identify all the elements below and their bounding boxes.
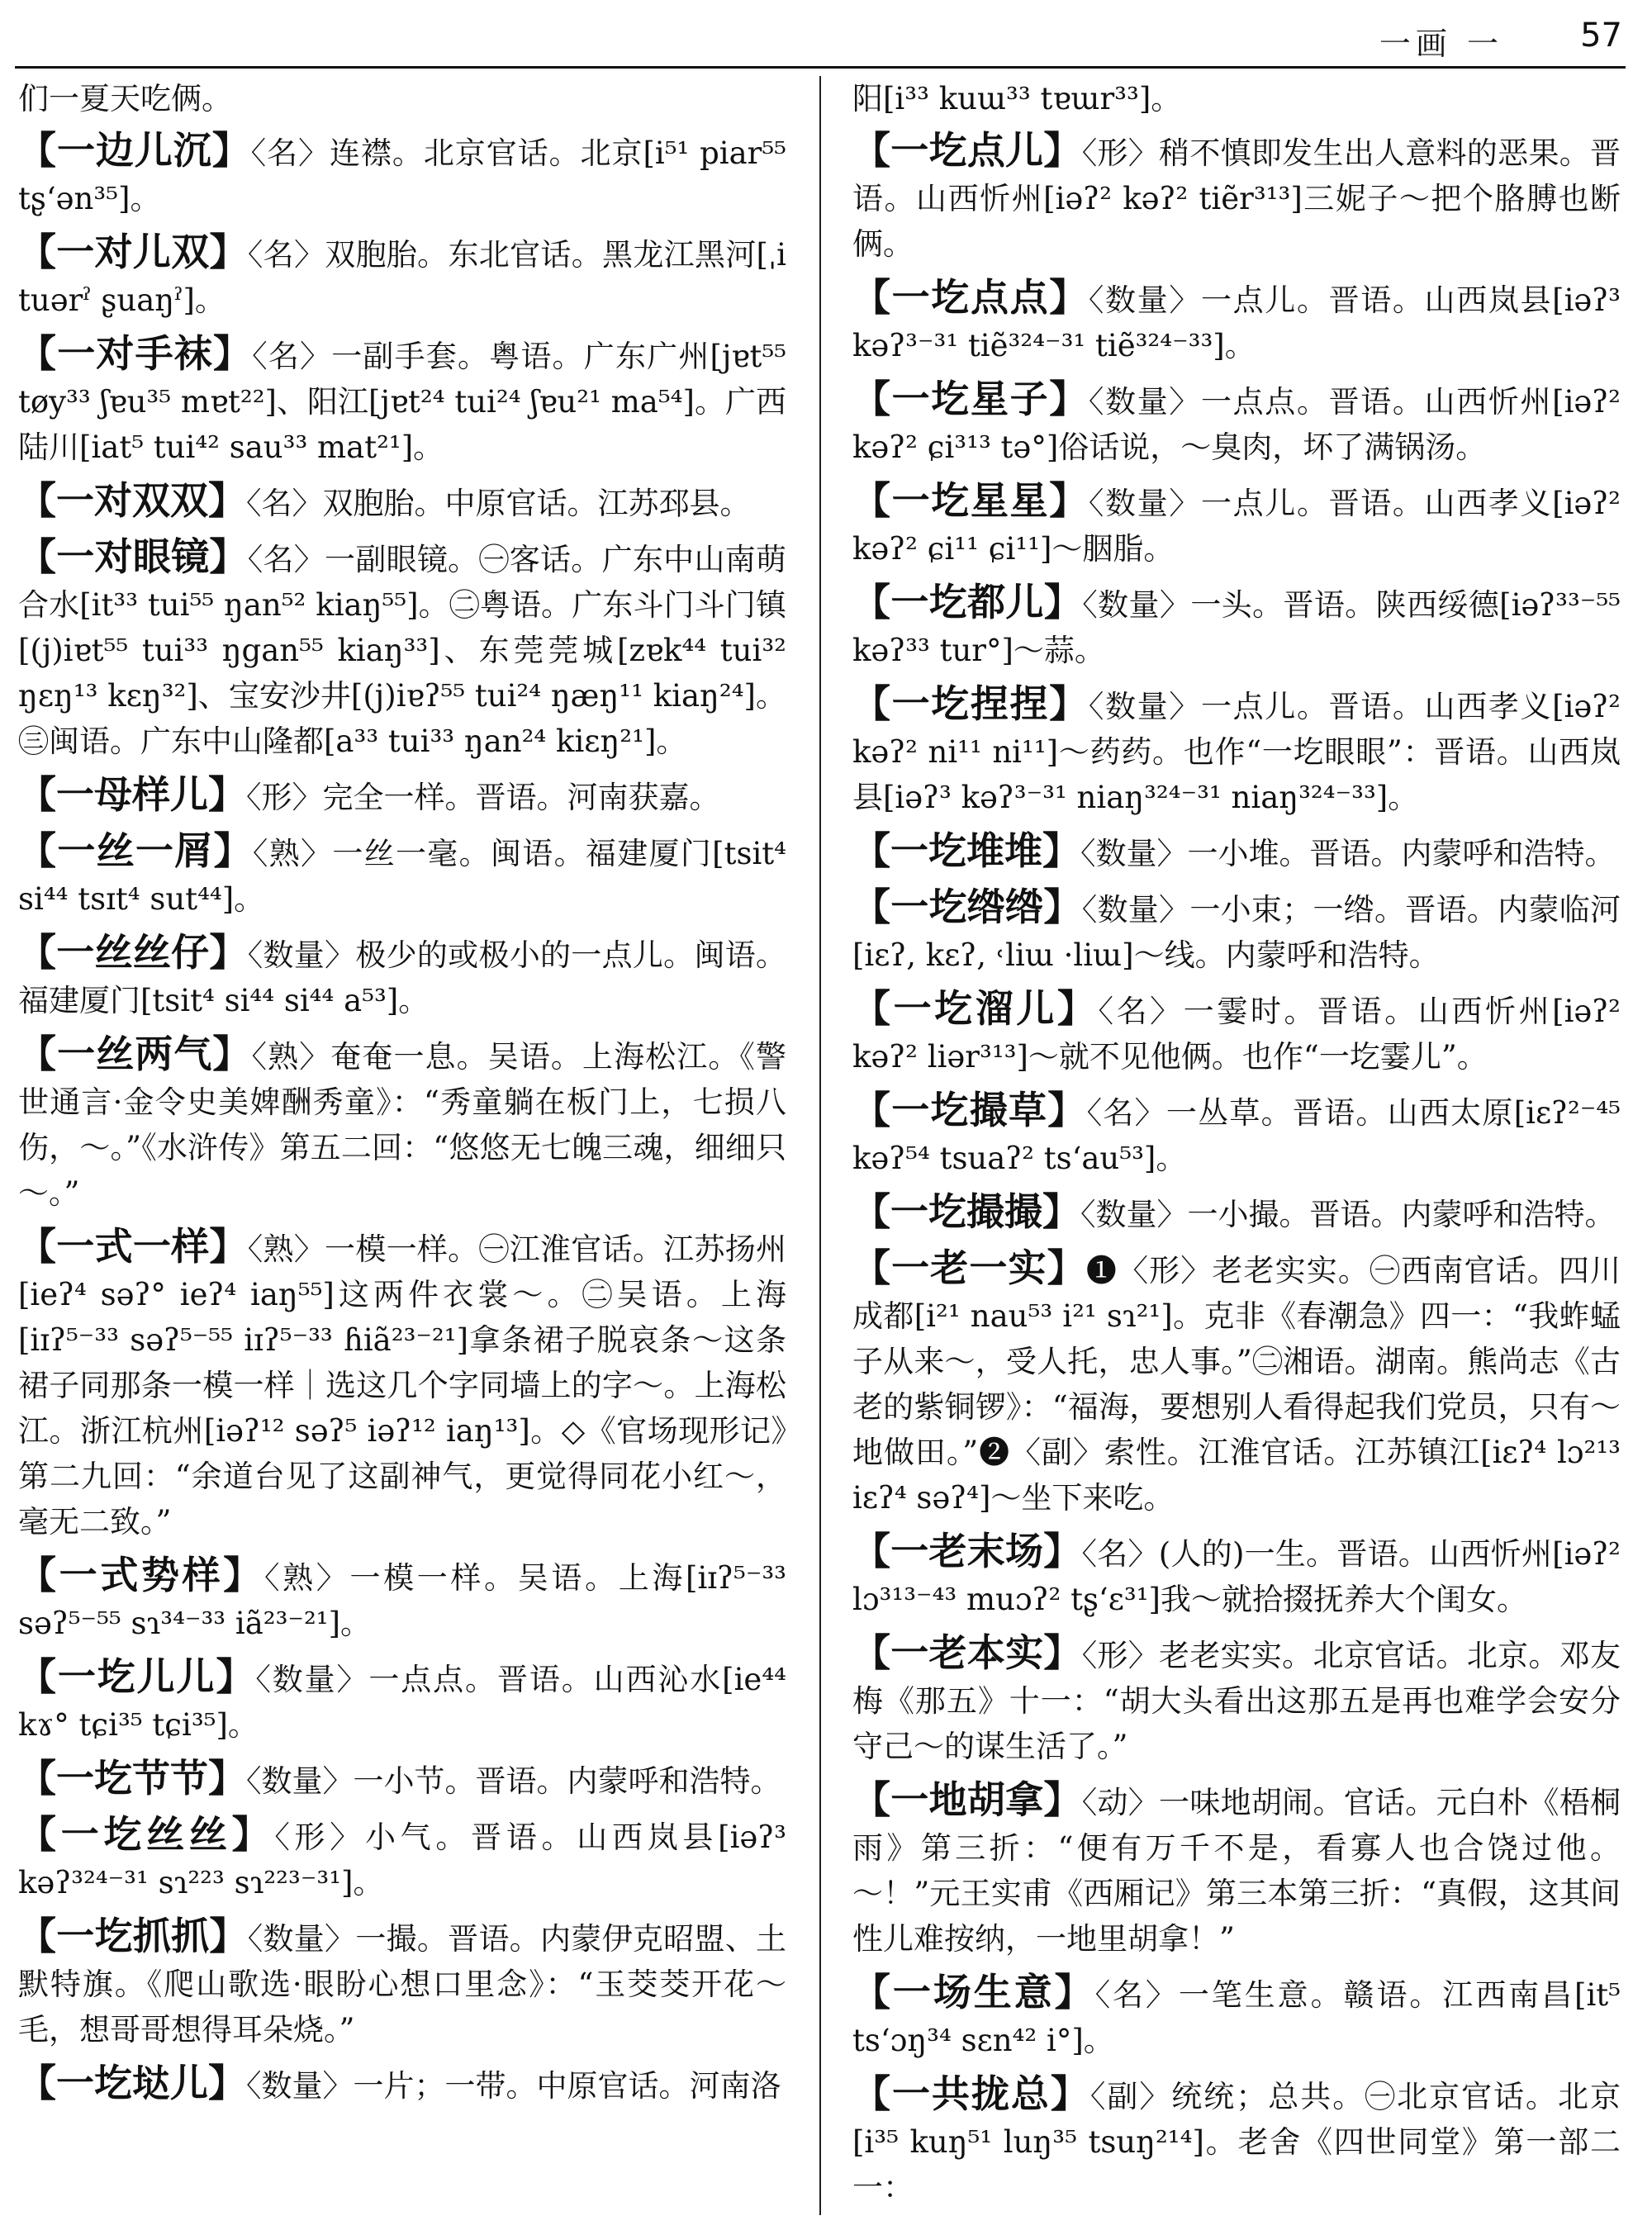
entry-definition: 〈名〉一霎时。晋语。山西忻州[iəʔ² kəʔ² liər³¹³]～就不见他俩。也作“一圪霎儿”。 [852, 994, 1621, 1075]
dictionary-entry [18, 930, 786, 1023]
left-entries [18, 128, 786, 2109]
entry-definition: 〈动〉一味地胡闹。官话。元白朴《梧桐雨》第三折：“便有万千不是，看寡人也合饶过他。～！”元王实甫《西厢记》第三本第三折：“真假，这其间性儿难按纳，一地里胡拿！” [852, 1785, 1621, 1957]
entry-definition: 〈数量〉一撮。晋语。内蒙伊克昭盟、土默特旗。《爬山歌选·眼盼心想口里念》：“玉茭茭开花～毛，想哥哥想得耳朵烧。” [18, 1921, 787, 2047]
entry-headword: 【一圪星星】 [852, 478, 1089, 523]
entry-headword: 【一母样儿】 [18, 772, 246, 817]
entry-headword: 【一圪绺绺】 [852, 885, 1082, 929]
dictionary-entry [852, 1777, 1621, 1962]
entry-definition: 〈名〉双胞胎。东北官话。黑龙江黑河[ˌi tuərˀ ʂuaŋˀ]。 [18, 237, 786, 318]
entry-headword: 【一老一实】 [852, 1245, 1086, 1290]
dictionary-entry [852, 128, 1621, 267]
entry-definition: 〈名〉一笔生意。赣语。江西南昌[it⁵ ts‘ɔŋ³⁴ sɛn⁴² i°]。 [852, 1977, 1621, 2058]
entry-headword: 【一圪节节】 [18, 1756, 246, 1801]
entry-headword: 【一老末场】 [852, 1529, 1082, 1573]
entry-definition: 〈熟〉一模一样。吴语。上海[iɪʔ⁵⁻³³ səʔ⁵⁻⁵⁵ sɿ³⁴⁻³³ iã²³⁻²¹]。 [18, 1560, 787, 1641]
dictionary-entry [18, 1553, 786, 1646]
entry-headword: 【一式势样】 [18, 1553, 264, 1597]
left-column [18, 76, 786, 2117]
dictionary-entry [852, 1630, 1621, 1769]
entry-headword: 【一式一样】 [18, 1224, 248, 1269]
dictionary-entry [18, 1224, 786, 1544]
entry-headword: 【一圪捏捏】 [852, 681, 1089, 726]
entry-headword: 【一圪点儿】 [852, 128, 1082, 173]
dictionary-entry [18, 230, 786, 323]
dictionary-entry [852, 681, 1621, 820]
header-rule [15, 66, 1626, 69]
entry-definition: 〈数量〉一小堆。晋语。内蒙呼和浩特。 [1080, 836, 1616, 871]
entry-headword: 【一丝一屑】 [18, 828, 253, 873]
entry-headword: 【一边儿沉】 [18, 128, 251, 173]
dictionary-entry [852, 1088, 1621, 1181]
column-divider [819, 76, 821, 2215]
entry-definition: 〈数量〉一点儿。晋语。山西岚县[iəʔ³ kəʔ³⁻³¹ tiẽ³²⁴⁻³¹ tiẽ³²⁴⁻³³]。 [852, 282, 1621, 363]
entry-headword: 【一圪抓抓】 [18, 1914, 248, 1958]
entry-definition: 〈名〉连襟。北京官话。北京[i⁵¹ piar⁵⁵ tʂ‘ən³⁵]。 [18, 135, 787, 216]
dictionary-entry [18, 128, 786, 221]
entry-definition: 〈数量〉一小撮。晋语。内蒙呼和浩特。 [1080, 1197, 1616, 1232]
entry-headword: 【一圪撮撮】 [852, 1189, 1080, 1234]
dictionary-entry [18, 331, 786, 470]
entry-headword: 【一丝两气】 [18, 1032, 252, 1076]
entry-definition: 〈名〉一副手套。粤语。广东广州[jɐt⁵⁵ tøy³³ ʃɐu³⁵ mɐt²²]、阳江[jɐt²⁴ tui²⁴ ʃɐu²¹ ma⁵⁴]。广西陆川[iat⁵ tui⁴² sau³³ mat²¹]。 [18, 339, 787, 465]
dictionary-entry [852, 986, 1621, 1079]
dictionary-entry [18, 1812, 786, 1905]
dictionary-entry [852, 1189, 1621, 1237]
entry-definition: 〈数量〉一点点。晋语。山西忻州[iəʔ² kəʔ² ɕi³¹³ tə°]俗话说，～臭肉，坏了满锅汤。 [852, 384, 1621, 465]
entry-definition: 〈副〉统统；总共。㊀北京官话。北京[i³⁵ kuŋ⁵¹ luŋ³⁵ tsuŋ²¹⁴]。老舍《四世同堂》第一部二一： [852, 2079, 1621, 2205]
entry-definition: 〈数量〉极少的或极小的一点儿。闽语。福建厦门[tsit⁴ si⁴⁴ si⁴⁴ a⁵³]。 [18, 937, 787, 1018]
entry-headword: 【一圪星子】 [852, 377, 1089, 421]
entry-headword: 【一丝丝仔】 [18, 930, 248, 975]
dictionary-entry [18, 2061, 786, 2109]
dictionary-entry [852, 1245, 1621, 1521]
entry-headword: 【一对手袜】 [18, 331, 253, 376]
entry-headword: 【一圪堆堆】 [852, 828, 1080, 873]
dictionary-entry [18, 772, 786, 820]
entry-headword: 【一圪点点】 [852, 275, 1089, 320]
dictionary-entry [852, 828, 1621, 876]
entry-headword: 【一对儿双】 [18, 230, 248, 274]
dictionary-entry [852, 275, 1621, 368]
entry-definition: 〈名〉一副眼镜。㊀客话。广东中山南萌合水[it³³ tui⁵⁵ ŋan⁵² kiaŋ⁵⁵]。㊁粤语。广东斗门斗门镇[(j)iɐt⁵⁵ tui³³ ŋgan⁵⁵ kiaŋ³³]、东莞莞城[zɐk⁴⁴ tui³² ŋɛŋ¹³ kɛŋ³²]、宝安沙井[(j)iɐʔ⁵⁵ tui²⁴ ŋæŋ¹¹ kiaŋ²⁴]。㊂闽语。广东中山隆都[a³³ tui³³ ŋan²⁴ kiɛŋ²¹]。 [18, 542, 787, 759]
continuation-text: 阳[i³³ kuɯ³³ tɐɯr³³]。 [852, 81, 1182, 116]
entry-definition: ❶〈形〉老老实实。㊀西南官话。四川成都[i²¹ nau⁵³ i²¹ sɿ²¹]。克非《春潮急》四一：“我蚱蜢子从来～，受人托，忠人事。”㊁湘语。湖南。熊尚志《古老的紫铜锣》：“福海，要想别人看得起我们党员，只有～地做田。”❷〈副〉索性。江淮官话。江苏镇江[iɛʔ⁴ lɔ²¹³ iɛʔ⁴ səʔ⁴]～坐下来吃。 [852, 1253, 1621, 1516]
entry-headword: 【一圪丝丝】 [18, 1812, 275, 1857]
entry-headword: 【一圪儿儿】 [18, 1654, 256, 1699]
entry-definition: 〈熟〉一丝一毫。闽语。福建厦门[tsit⁴ si⁴⁴ tsɪt⁴ sut⁴⁴]。 [18, 836, 786, 917]
entry-definition: 〈数量〉一点儿。晋语。山西孝义[iəʔ² kəʔ² ni¹¹ ni¹¹]～药药。也作“一圪眼眼”：晋语。山西岚县[iəʔ³ kəʔ³⁻³¹ niaŋ³²⁴⁻³¹ niaŋ³²⁴⁻³³]。 [852, 689, 1621, 815]
entry-headword: 【一场生意】 [852, 1970, 1095, 2014]
entry-headword: 【一圪垯儿】 [18, 2061, 246, 2105]
dictionary-entry [852, 1529, 1621, 1622]
entry-definition: 〈数量〉一头。晋语。陕西绥德[iəʔ³³⁻⁵⁵ kəʔ³³ tur°]～蒜。 [852, 587, 1621, 668]
entry-definition: 〈数量〉一片；一带。中原官话。河南洛 [246, 2068, 781, 2104]
entry-headword: 【一对眼镜】 [18, 534, 248, 579]
entry-definition: 〈名〉双胞胎。中原官话。江苏邳县。 [246, 486, 751, 521]
right-entries [852, 128, 1621, 2210]
entry-headword: 【一对双双】 [18, 478, 246, 523]
dictionary-entry [852, 1970, 1621, 2063]
dictionary-entry [852, 580, 1621, 673]
dictionary-entry [18, 478, 786, 526]
dictionary-entry [18, 1032, 786, 1216]
dictionary-entry [18, 1654, 786, 1748]
entry-definition: 〈数量〉一小节。晋语。内蒙呼和浩特。 [246, 1763, 781, 1799]
dictionary-entry [18, 1756, 786, 1804]
entry-definition: 〈名〉(人的)一生。晋语。山西忻州[iəʔ² lɔ³¹³⁻⁴³ muɔʔ² tʂ‘ɛ³¹]我～就拾掇抚养大个闺女。 [852, 1536, 1621, 1617]
entry-definition: 〈熟〉一模一样。㊀江淮官话。江苏扬州[ieʔ⁴ səʔ° ieʔ⁴ iaŋ⁵⁵]这两件衣裳～。㊁吴语。上海[iɪʔ⁵⁻³³ səʔ⁵⁻⁵⁵ iɪʔ⁵⁻³³ ɦiã²³⁻²¹]拿条裙子脱哀条～这条裙子同那条一模一样｜选这几个字同墙上的字～。上海松江。浙江杭州[iəʔ¹² səʔ⁵ iəʔ¹² iaŋ¹³]。◇《官场现形记》第二九回：“余道台见了这副神气，更觉得同花小红～，毫无二致。” [18, 1231, 787, 1540]
dictionary-entry [18, 534, 786, 764]
entry-definition: 〈名〉一丛草。晋语。山西太原[iɛʔ²⁻⁴⁵ kəʔ⁵⁴ tsuaʔ² ts‘au⁵³]。 [852, 1095, 1621, 1176]
entry-headword: 【一共拢总】 [852, 2071, 1090, 2116]
entry-definition: 〈熟〉奄奄一息。吴语。上海松江。《警世通言·金令史美婢酬秀童》：“秀童躺在板门上，七损八伤，～。”《水浒传》第五二回：“悠悠无七魄三魂，细细只～。” [18, 1039, 787, 1211]
entry-headword: 【一圪都儿】 [852, 580, 1083, 624]
entry-headword: 【一圪溜儿】 [852, 986, 1099, 1031]
entry-headword: 【一圪撮草】 [852, 1088, 1087, 1132]
entry-headword: 【一老本实】 [852, 1630, 1082, 1675]
entry-definition: 〈形〉老老实实。北京官话。北京。邓友梅《那五》十一：“胡大头看出这那五是再也难学会安分守己～的谋生活了。” [852, 1638, 1621, 1764]
entry-definition: 〈形〉稍不慎即发生出人意料的恶果。晋语。山西忻州[iəʔ² kəʔ² tiẽr³¹³]三妮子～把个胳膊也断俩。 [852, 135, 1621, 262]
entry-headword: 【一地胡拿】 [852, 1777, 1082, 1822]
dictionary-entry [852, 377, 1621, 470]
page-number: 57 [1580, 17, 1622, 55]
entry-definition: 〈数量〉一小束；一绺。晋语。内蒙临河[iɛʔ, kɛʔ, ˓liɯ ·liɯ]～线。内蒙呼和浩特。 [852, 892, 1621, 973]
page-header [0, 0, 1652, 71]
entry-definition: 〈数量〉一点儿。晋语。山西孝义[iəʔ² kəʔ² ɕi¹¹ ɕi¹¹]～胭脂。 [852, 486, 1621, 567]
running-head: 一画 一 [1379, 26, 1503, 62]
right-column [852, 76, 1621, 2218]
dictionary-entry [18, 1914, 786, 2052]
entry-definition: 〈数量〉一点点。晋语。山西沁水[ie⁴⁴ kɤ° tɕi³⁵ tɕi³⁵]。 [18, 1662, 786, 1743]
dictionary-entry [852, 478, 1621, 572]
dictionary-entry [852, 2071, 1621, 2210]
entry-definition: 〈形〉完全一样。晋语。河南获嘉。 [246, 780, 720, 815]
dictionary-entry [18, 828, 786, 922]
entry-definition: 〈形〉小气。晋语。山西岚县[iəʔ³ kəʔ³²⁴⁻³¹ sɿ²²³ sɿ²²³⁻³¹]。 [18, 1820, 786, 1900]
continuation-text: 们一夏天吃俩。 [18, 81, 232, 116]
dictionary-entry [852, 885, 1621, 978]
